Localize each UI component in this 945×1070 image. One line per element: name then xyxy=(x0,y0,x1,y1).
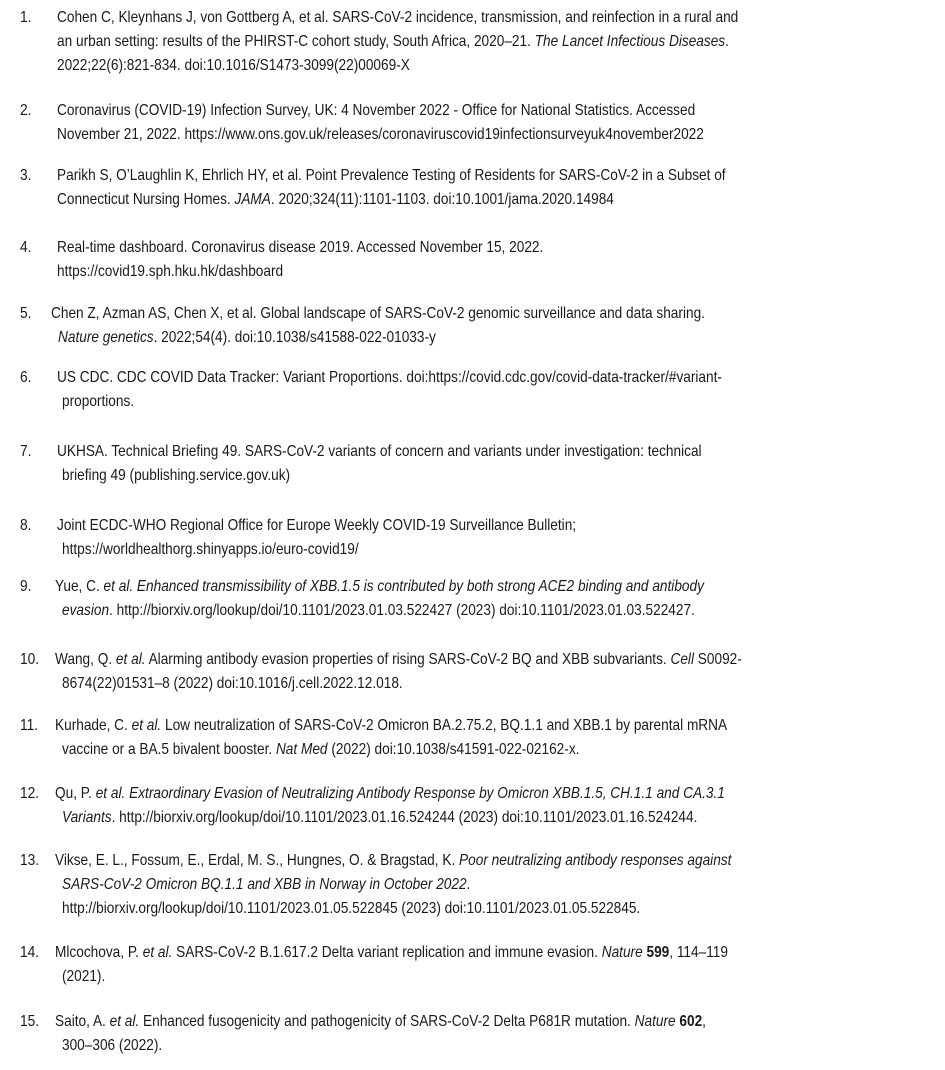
italic-text: Cell xyxy=(670,651,694,668)
reference-text-line xyxy=(57,8,738,28)
text-segment: Coronavirus (COVID-19) Infection Survey, UK: 4 November 2022 - Office for National Statistics. Accessed xyxy=(57,102,696,119)
italic-text: Nature xyxy=(601,944,643,961)
text-segment: Qu, P. xyxy=(55,785,96,802)
reference-text-line xyxy=(51,304,705,324)
text-segment: Saito, A. xyxy=(55,1013,110,1030)
italic-text: et al. xyxy=(131,717,162,734)
reference-number: 12. xyxy=(20,785,40,802)
text-segment: (2022) doi:10.1038/s41591-022-02162-x. xyxy=(327,741,580,758)
text-segment: US CDC. CDC COVID Data Tracker: Variant Proportions. doi:https://covid.cdc.gov/covid-data-tracker/#variant- xyxy=(57,369,722,386)
reference-number: 6. xyxy=(20,369,32,386)
reference-text-line xyxy=(62,1036,162,1056)
text-segment: S0092- xyxy=(693,651,742,668)
reference-text-line xyxy=(57,166,726,186)
text-segment: proportions. xyxy=(62,393,135,410)
text-segment: vaccine or a BA.5 bivalent booster. xyxy=(62,741,276,758)
reference-text-line xyxy=(55,851,731,871)
text-segment: Parikh S, O’Laughlin K, Ehrlich HY, et al. Point Prevalence Testing of Residents for SARS-CoV-2 in a Subset of xyxy=(57,167,726,184)
text-segment: Kurhade, C. xyxy=(55,717,132,734)
reference-number: 13. xyxy=(20,852,40,869)
text-segment: http://biorxiv.org/lookup/doi/10.1101/2023.01.05.522845 (2023) doi:10.1101/2023.01.05.522845. xyxy=(62,900,641,917)
reference-number: 1. xyxy=(20,9,32,26)
reference-text-line xyxy=(57,516,576,536)
reference-text-line xyxy=(62,540,359,560)
text-segment: Enhanced fusogenicity and pathogenicity of SARS-CoV-2 Delta P681R mutation. xyxy=(139,1013,635,1030)
text-segment: Connecticut Nursing Homes. xyxy=(57,191,235,208)
text-segment: , 114–119 xyxy=(669,944,728,961)
reference-text-line xyxy=(55,716,727,736)
italic-text: et al. Enhanced transmissibility of XBB.1.5 is contributed by both strong ACE2 binding and antibody xyxy=(103,578,704,595)
text-segment: . xyxy=(466,876,471,893)
text-segment: SARS-CoV-2 B.1.617.2 Delta variant replication and immune evasion. xyxy=(172,944,602,961)
text-segment: . http://biorxiv.org/lookup/doi/10.1101/2023.01.03.522427 (2023) doi:10.1101/2023.01.03.522427. xyxy=(109,602,695,619)
text-segment: November 21, 2022. https://www.ons.gov.uk/releases/coronaviruscovid19infectionsurveyuk4november2022 xyxy=(57,126,704,143)
italic-text: SARS-CoV-2 Omicron BQ.1.1 and XBB in Norway in October 2022 xyxy=(62,876,467,893)
text-segment: Alarming antibody evasion properties of rising SARS-CoV-2 BQ and XBB subvariants. xyxy=(145,651,671,668)
bold-text: 602 xyxy=(679,1013,703,1030)
italic-text: Poor neutralizing antibody responses against xyxy=(459,852,732,869)
reference-text-line xyxy=(57,238,543,258)
italic-text: evasion xyxy=(62,602,110,619)
italic-text: Variants xyxy=(62,809,112,826)
reference-text-line xyxy=(62,466,290,486)
reference-text-line xyxy=(62,875,470,895)
reference-text-line xyxy=(55,577,704,597)
reference-number: 11. xyxy=(20,717,39,734)
text-segment: . 2020;324(11):1101-1103. doi:10.1001/jama.2020.14984 xyxy=(270,191,614,208)
text-segment: . 2022;54(4). doi:10.1038/s41588-022-01033-y xyxy=(153,329,436,346)
italic-text: Nature genetics xyxy=(58,329,154,346)
italic-text: et al. xyxy=(109,1013,140,1030)
reference-text-line xyxy=(62,740,579,760)
reference-text-line xyxy=(58,328,436,348)
italic-text: Nature xyxy=(634,1013,676,1030)
text-segment: an urban setting: results of the PHIRST-C cohort study, South Africa, 2020–21. xyxy=(57,33,535,50)
italic-text: et al. xyxy=(142,944,173,961)
reference-number: 5. xyxy=(20,305,32,322)
reference-text-line xyxy=(55,1012,706,1032)
text-segment: Low neutralization of SARS-CoV-2 Omicron BA.2.75.2, BQ.1.1 and XBB.1 by parental mRNA xyxy=(161,717,728,734)
text-segment: https://covid19.sph.hku.hk/dashboard xyxy=(57,263,284,280)
text-segment: Yue, C. xyxy=(55,578,104,595)
text-segment: 300–306 (2022). xyxy=(62,1037,163,1054)
reference-number: 2. xyxy=(20,102,32,119)
text-segment: UKHSA. Technical Briefing 49. SARS-CoV-2 variants of concern and variants under investigation: technical xyxy=(57,443,702,460)
reference-text-line xyxy=(55,650,742,670)
reference-number: 7. xyxy=(20,443,32,460)
reference-text-line xyxy=(57,125,704,145)
text-segment: , xyxy=(702,1013,706,1030)
reference-text-line xyxy=(57,262,283,282)
reference-text-line xyxy=(57,56,410,76)
italic-text: et al. Extraordinary Evasion of Neutralizing Antibody Response by Omicron XBB.1.5, CH.1.1 and CA.3.1 xyxy=(95,785,725,802)
reference-number: 10. xyxy=(20,651,40,668)
text-segment: (2021). xyxy=(62,968,106,985)
reference-number: 8. xyxy=(20,517,32,534)
reference-text-line xyxy=(62,674,403,694)
reference-number: 9. xyxy=(20,578,32,595)
reference-number: 3. xyxy=(20,167,32,184)
reference-text-line xyxy=(62,601,695,621)
text-segment: Mlcochova, P. xyxy=(55,944,143,961)
text-segment: 2022;22(6):821-834. doi:10.1016/S1473-3099(22)00069-X xyxy=(57,57,410,74)
reference-text-line xyxy=(62,967,105,987)
reference-text-line xyxy=(57,442,702,462)
italic-text: Nat Med xyxy=(275,741,328,758)
text-segment: Wang, Q. xyxy=(55,651,116,668)
bold-text: 599 xyxy=(646,944,670,961)
text-segment: briefing 49 (publishing.service.gov.uk) xyxy=(62,467,291,484)
reference-text-line xyxy=(62,392,134,412)
text-segment: Joint ECDC-WHO Regional Office for Europe Weekly COVID-19 Surveillance Bulletin; xyxy=(57,517,577,534)
text-segment: Cohen C, Kleynhans J, von Gottberg A, et al. SARS-CoV-2 incidence, transmission, and reinfection in a rural and xyxy=(57,9,739,26)
italic-text: et al. xyxy=(115,651,146,668)
reference-text-line xyxy=(62,808,697,828)
reference-number: 4. xyxy=(20,239,32,256)
italic-text: JAMA xyxy=(234,191,271,208)
reference-text-line xyxy=(55,943,728,963)
text-segment: Chen Z, Azman AS, Chen X, et al. Global landscape of SARS-CoV-2 genomic surveillance and data sharing. xyxy=(51,305,705,322)
text-segment: Real-time dashboard. Coronavirus disease 2019. Accessed November 15, 2022. xyxy=(57,239,544,256)
reference-text-line xyxy=(57,190,614,210)
text-segment: 8674(22)01531–8 (2022) doi:10.1016/j.cell.2022.12.018. xyxy=(62,675,403,692)
reference-text-line xyxy=(55,784,725,804)
text-segment: https://worldhealthorg.shinyapps.io/euro-covid19/ xyxy=(62,541,359,558)
reference-text-line xyxy=(62,899,640,919)
reference-text-line xyxy=(57,101,695,121)
reference-number: 14. xyxy=(20,944,40,961)
text-segment: . http://biorxiv.org/lookup/doi/10.1101/2023.01.16.524244 (2023) doi:10.1101/2023.01.16.524244. xyxy=(111,809,698,826)
reference-text-line xyxy=(57,368,722,388)
reference-number: 15. xyxy=(20,1013,40,1030)
italic-text: The Lancet Infectious Diseases xyxy=(534,33,726,50)
text-segment: Vikse, E. L., Fossum, E., Erdal, M. S., Hungnes, O. & Bragstad, K. xyxy=(55,852,460,869)
reference-text-line xyxy=(57,32,729,52)
text-segment: . xyxy=(725,33,729,50)
